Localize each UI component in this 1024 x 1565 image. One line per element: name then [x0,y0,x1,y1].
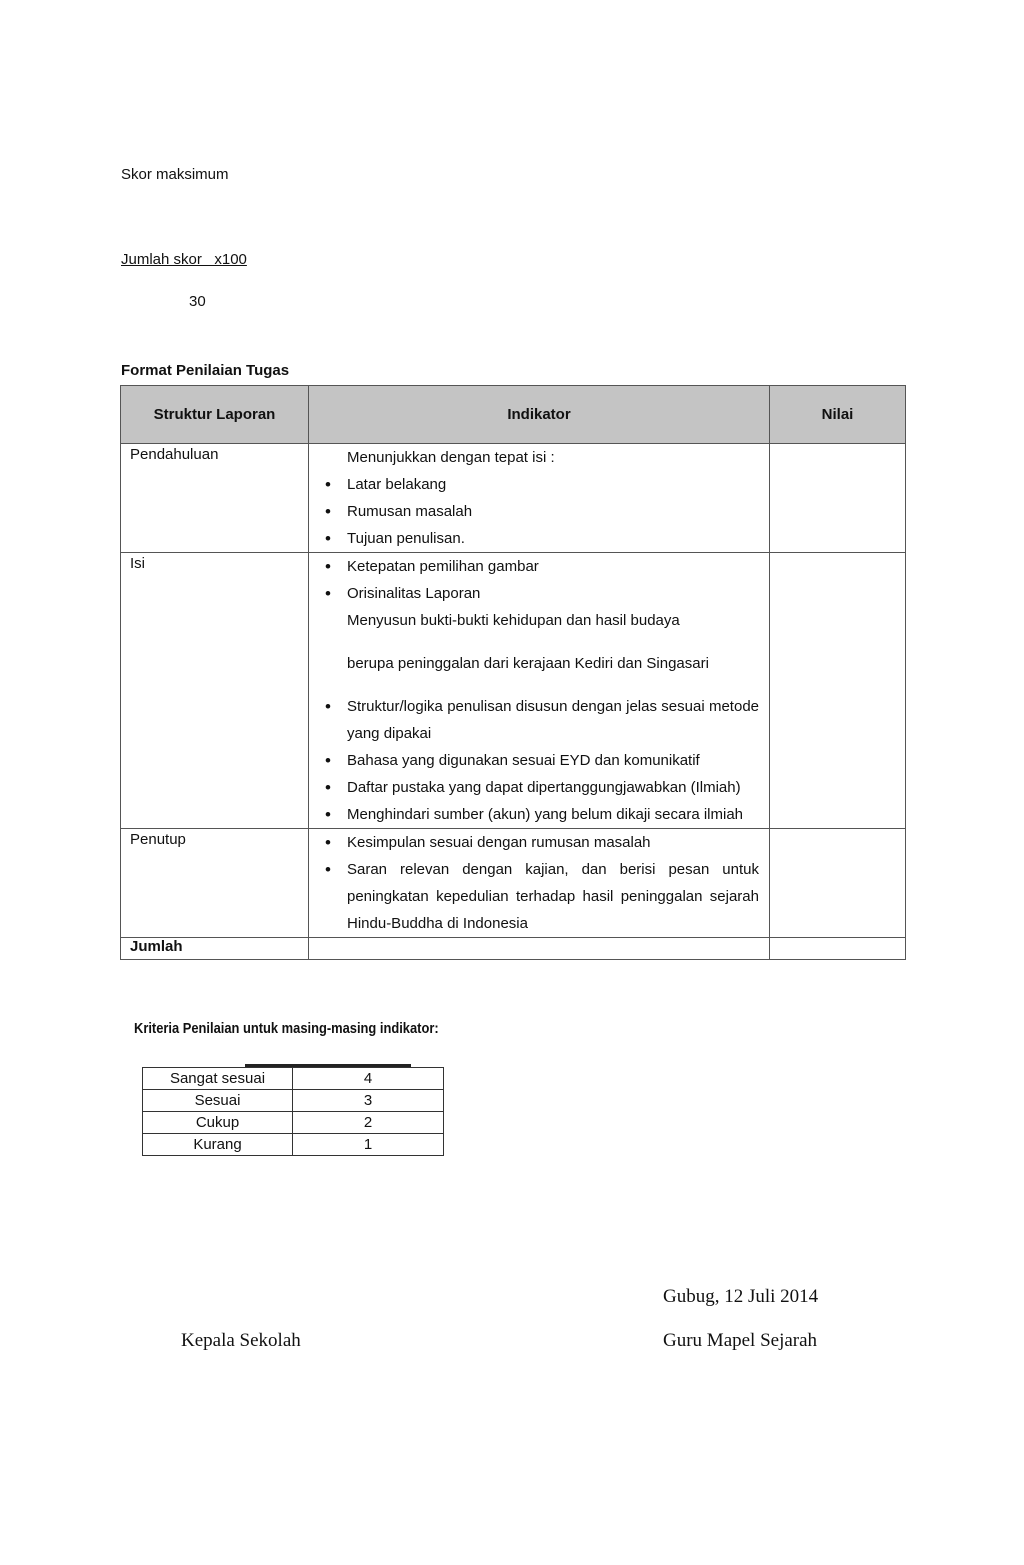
score-cell[interactable] [770,444,906,553]
place-date: Gubug, 12 Juli 2014 [663,1286,819,1307]
indicator-text: Menyusun bukti-bukti kehidupan dan hasil budaya [347,612,680,629]
indicator-item: • Kesimpulan sesuai dengan rumusan masalah [347,829,759,856]
indicator-item: • Bahasa yang digunakan sesuai EYD dan komunikatif [347,747,759,774]
criteria-score: 4 [293,1068,444,1090]
table-row [121,829,906,938]
criteria-row [143,1090,444,1112]
criteria-label: Cukup [143,1112,293,1134]
header-struktur: Struktur Laporan [121,386,309,444]
score-formula-numerator: Jumlah skor x100 [121,251,247,268]
indicator-list [347,553,759,607]
indicator-item: • Saran relevan dengan kajian, dan berisi pesan untuk peningkatan kepedulian terhadap hasil peninggalan sejarah Hindu-Buddha di Indonesia [347,856,759,937]
score-cell[interactable] [770,829,906,938]
criteria-score: 2 [293,1112,444,1134]
indicator-item: • Struktur/logika penulisan disusun dengan jelas sesuai metode yang dipakai [347,693,759,747]
criteria-label: Kurang [143,1134,293,1156]
assessment-header-row [121,386,906,444]
indicator-item: • Latar belakang [347,471,759,498]
format-title: Format Penilaian Tugas [121,362,290,379]
criteria-row [143,1134,444,1156]
criteria-row [143,1112,444,1134]
indicator-item: • Daftar pustaka yang dapat dipertanggungjawabkan (Ilmiah) [347,774,759,801]
table-row [121,553,906,829]
teacher-role: Guru Mapel Sejarah [663,1330,818,1351]
score-max-label: Skor maksimum [121,166,229,183]
indicator-text: berupa peninggalan dari kerajaan Kediri dan Singasari [347,655,709,672]
total-score-cell[interactable] [770,938,906,960]
total-row [121,938,906,960]
principal-role: Kepala Sekolah [181,1330,301,1351]
score-formula-denominator: 30 [189,293,206,310]
indicator-cell [309,444,770,553]
assessment-table [120,385,906,960]
total-indicator-cell [309,938,770,960]
score-cell[interactable] [770,553,906,829]
indicator-list [347,829,759,937]
criteria-score: 3 [293,1090,444,1112]
indicator-cell [309,553,770,829]
indicator-intro: Menunjukkan dengan tepat isi : [347,449,555,466]
indicator-list [347,693,759,828]
criteria-label: Sesuai [143,1090,293,1112]
row-label: Penutup [121,829,309,938]
row-label: Isi [121,553,309,829]
row-label: Pendahuluan [121,444,309,553]
indicator-cell [309,829,770,938]
criteria-score: 1 [293,1134,444,1156]
header-indikator: Indikator [309,386,770,444]
indicator-list [347,471,759,552]
table-row [121,444,906,553]
header-nilai: Nilai [770,386,906,444]
indicator-item: • Tujuan penulisan. [347,525,759,552]
criteria-title: Kriteria Penilaian untuk masing-masing indikator: [134,1020,439,1037]
indicator-item: • Menghindari sumber (akun) yang belum dikaji secara ilmiah [347,801,759,828]
indicator-item: • Ketepatan pemilihan gambar [347,553,759,580]
criteria-label: Sangat sesuai [143,1068,293,1090]
criteria-row [143,1068,444,1090]
total-label: Jumlah [121,938,309,960]
indicator-item: • Orisinalitas Laporan [347,580,759,607]
indicator-item: • Rumusan masalah [347,498,759,525]
criteria-table [142,1067,444,1156]
